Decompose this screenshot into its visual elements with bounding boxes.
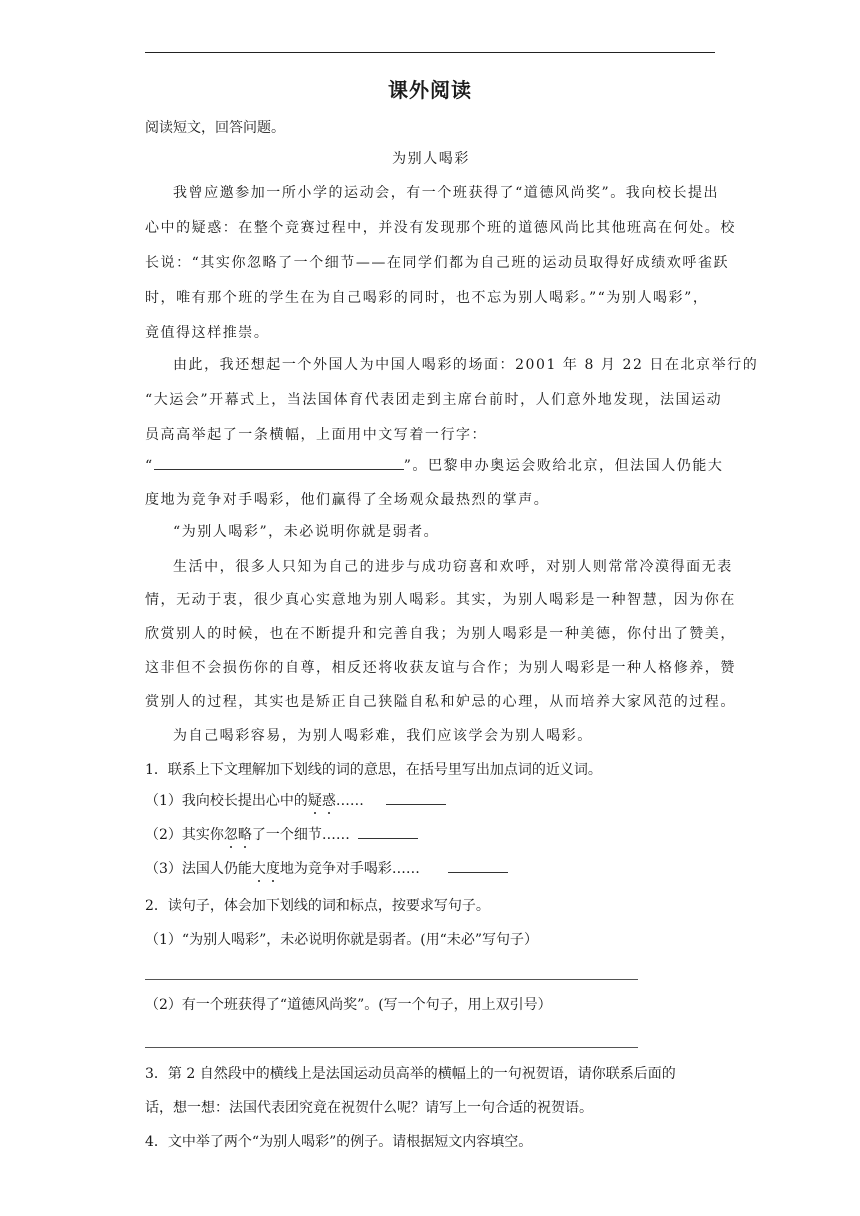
q3-line-2: 话，想一想：法国代表团究竟在祝贺什么呢？请写上一句合适的祝贺语。 bbox=[145, 1100, 593, 1116]
passage-title: 为别人喝彩 bbox=[392, 151, 470, 167]
q2-prompt: 2．读句子，体会加下划线的词和标点，按要求写句子。 bbox=[145, 898, 490, 914]
q1-prompt: 1．联系上下文理解加下划线的词的意思，在括号里写出加点词的近义词。 bbox=[145, 762, 602, 778]
passage-line: 情，无动于衷，很少真心实意地为别人喝彩。其实，为别人喝彩是一种智慧，因为你在 bbox=[145, 592, 736, 608]
dotted-char: 度 bbox=[265, 861, 280, 877]
q2-item-1: （1）“为别人喝彩”，未必说明你就是弱者。(用“未必”写句子） bbox=[145, 932, 538, 948]
writing-line[interactable] bbox=[145, 979, 638, 980]
q1-item-2: （2）其实你忽略了一个细节…… bbox=[145, 825, 717, 845]
dotted-char: 疑 bbox=[307, 793, 322, 809]
answer-blank[interactable] bbox=[358, 826, 418, 839]
passage-line: 长说：“其实你忽略了一个细节——在同学们都为自己班的运动员取得好成绩欢呼雀跃 bbox=[145, 255, 730, 271]
page-title: 课外阅读 bbox=[388, 78, 472, 102]
passage-line: 这非但不会损伤你的自尊，相反还将收获友谊与合作；为别人喝彩是一种人格修养，赞 bbox=[145, 660, 736, 676]
q1-item-1: （1）我向校长提出心中的疑惑…… bbox=[145, 791, 717, 811]
passage-line: 由此，我还想起一个外国人为中国人喝彩的场面：2001 年 8 月 22 日在北京举行的 bbox=[173, 357, 759, 373]
passage-line: 我曾应邀参加一所小学的运动会，有一个班获得了“道德风尚奖”。我向校长提出 bbox=[173, 185, 720, 201]
passage-line-with-blank bbox=[145, 456, 724, 476]
open-quote: “ bbox=[145, 458, 154, 474]
q1-item-3: （3）法国人仍能大度地为竞争对手喝彩…… bbox=[145, 859, 717, 879]
header-rule bbox=[145, 52, 715, 53]
passage-line: 赏别人的过程，其实也是矫正自己狭隘自私和妒忌的心理，从而培养大家风范的过程。 bbox=[145, 694, 736, 710]
passage-line: “大运会”开幕式上，当法国体育代表团走到主席台前时，人们意外地发现，法国运动 bbox=[145, 392, 723, 408]
answer-blank[interactable] bbox=[386, 792, 446, 805]
dotted-char: 大 bbox=[251, 861, 266, 877]
passage-line-rest: ”。巴黎申办奥运会败给北京，但法国人仍能大 bbox=[403, 458, 724, 474]
writing-line[interactable] bbox=[145, 1047, 638, 1048]
dotted-char: 略 bbox=[237, 827, 252, 843]
passage-line: 心中的疑惑：在整个竞赛过程中，并没有发现那个班的道德风尚比其他班高在何处。校 bbox=[145, 220, 736, 236]
dotted-char: 忽 bbox=[223, 827, 238, 843]
instruction: 阅读短文，回答问题。 bbox=[145, 120, 285, 136]
passage-line: 欣赏别人的时候，也在不断提升和完善自我；为别人喝彩是一种美德，你付出了赞美， bbox=[145, 626, 736, 642]
passage-line: “为别人喝彩”，未必说明你就是弱者。 bbox=[173, 524, 440, 540]
answer-blank[interactable] bbox=[448, 860, 508, 873]
passage-line: 度地为竞争对手喝彩，他们赢得了全场观众最热烈的掌声。 bbox=[145, 492, 550, 508]
passage-line: 为自己喝彩容易，为别人喝彩难，我们应该学会为别人喝彩。 bbox=[173, 728, 593, 744]
passage-line: 员高高举起了一条横幅，上面用中文写着一行字： bbox=[145, 427, 488, 443]
q3-line-1: 3．第 2 自然段中的横线上是法国运动员高举的横幅上的一句祝贺语，请你联系后面的 bbox=[145, 1066, 676, 1082]
banner-blank[interactable] bbox=[154, 457, 404, 470]
passage-line: 时，唯有那个班的学生在为自己喝彩的同时，也不忘为别人喝彩。”“为别人喝彩”， bbox=[145, 290, 709, 306]
passage-line: 生活中，很多人只知为自己的进步与成功窃喜和欢呼，对别人则常常冷漠得面无表 bbox=[173, 559, 733, 575]
passage-line: 竟值得这样推崇。 bbox=[145, 325, 270, 341]
q2-item-2: （2）有一个班获得了“道德风尚奖”。(写一个句子，用上双引号） bbox=[145, 997, 552, 1013]
dotted-char: 惑 bbox=[321, 793, 336, 809]
q4-prompt: 4．文中举了两个“为别人喝彩”的例子。请根据短文内容填空。 bbox=[145, 1134, 533, 1150]
